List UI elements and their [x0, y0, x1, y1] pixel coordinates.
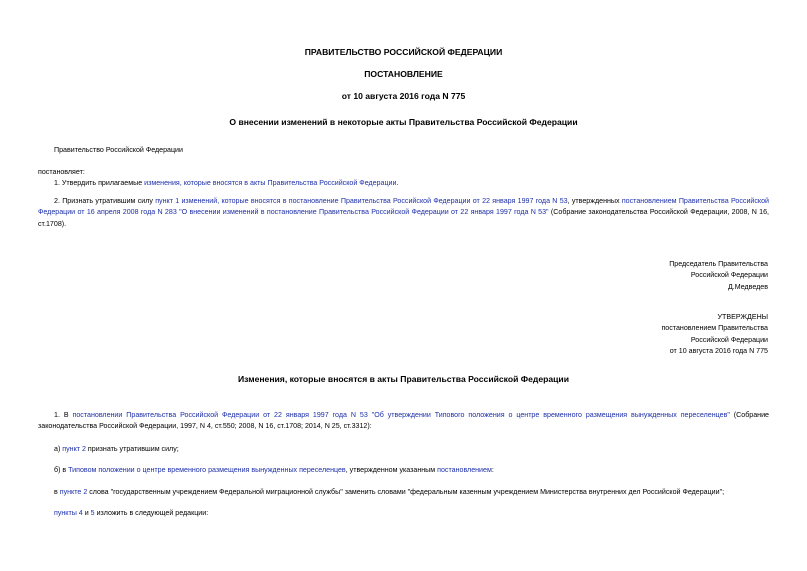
approval-line-2: постановлением Правительства	[661, 324, 768, 333]
sub-item-c-suffix: слова "государственным учреждением Федеральной миграционной службы" заменить словами "федеральным казенным учреждением Министерства внутренних дел Российской Федерации";	[87, 488, 725, 496]
item-2-prefix: 2. Признать утратившим силу	[54, 197, 156, 205]
sub-item-b-prefix: б) в	[54, 466, 69, 474]
sub-item-a-link[interactable]: пункт 2	[62, 445, 86, 453]
sub-item-d-link-2[interactable]: 5	[90, 509, 95, 517]
item-2-link-2[interactable]: постановлением Правительства Российской Федерации от 16 апреля 2008 года N 283 "О внесении изменений в постановление Правительства Российской Федерации от 22 января 1997 года N 53"	[38, 197, 770, 217]
document-subject: О внесении изменений в некоторые акты Правительства Российской Федерации	[229, 117, 578, 127]
signature-line-1: Председатель Правительства	[669, 260, 768, 268]
change-1-link[interactable]: постановлении Правительства Российской Федерации от 22 января 1997 года N 53 "Об утверждении Типового положения о центре временного размещения вынужденных переселенцев"	[72, 411, 730, 419]
item-2	[38, 196, 769, 230]
item-1-prefix: 1. Утвердить прилагаемые	[54, 179, 145, 187]
sub-item-b-link-1[interactable]: Типовом положении о центре временного размещения вынужденных переселенцев	[68, 466, 346, 474]
item-2-link-1[interactable]: пункт 1 изменений, которые вносятся в постановление Правительства Российской Федерации от 22 января 1997 года N 53	[155, 197, 568, 205]
preamble-line-1: Правительство Российской Федерации	[54, 146, 183, 154]
sub-item-b-middle: , утвержденном указанным	[345, 466, 438, 474]
change-1-suffix: (Собрание законодательства Российской Федерации, 1997, N 4, ст.550; 2008, N 16, ст.1708; 2014, N 25, ст.3312):	[38, 411, 769, 431]
sub-item-d-suffix: изложить в следующей редакции:	[94, 509, 209, 517]
changes-title: Изменения, которые вносятся в акты Правительства Российской Федерации	[237, 374, 569, 384]
change-1	[38, 410, 769, 433]
change-1-prefix: 1. В	[54, 411, 73, 419]
approval-line-1: УТВЕРЖДЕНЫ	[717, 313, 768, 321]
approval-line-3: Российской Федерации	[690, 335, 768, 344]
sub-item-a-suffix: признать утратившим силу;	[85, 445, 179, 453]
item-1	[54, 178, 398, 188]
preamble-line-2: постановляет:	[38, 168, 85, 176]
sub-item-c-prefix: в	[54, 488, 60, 496]
document-date-number: от 10 августа 2016 года N 775	[341, 91, 466, 101]
document-type: ПОСТАНОВЛЕНИЕ	[364, 69, 443, 79]
sub-item-a	[54, 444, 179, 454]
item-1-link[interactable]: изменения, которые вносятся в акты Правительства Российской Федерации	[144, 179, 397, 187]
sub-item-a-prefix: а)	[54, 445, 63, 453]
sub-item-c	[54, 487, 724, 497]
item-1-suffix: .	[396, 179, 399, 187]
item-2-suffix: (Собрание законодательства Российской Федерации, 2008, N 16, ст.1708).	[38, 208, 769, 228]
approval-line-4: от 10 августа 2016 года N 775	[669, 347, 768, 356]
sub-item-d-middle: и	[82, 509, 91, 517]
sub-item-c-link[interactable]: пункте 2	[59, 488, 88, 496]
government-heading: ПРАВИТЕЛЬСТВО РОССИЙСКОЙ ФЕДЕРАЦИИ	[304, 47, 503, 57]
approval-block	[661, 312, 768, 358]
signature-name: Д.Медведев	[727, 282, 768, 291]
sub-item-d-link-1[interactable]: пункты 4	[54, 509, 83, 517]
signature-line-2: Российской Федерации	[690, 271, 768, 280]
sub-item-d	[54, 508, 208, 518]
sub-item-b	[54, 465, 494, 475]
sub-item-b-link-2[interactable]: постановлением	[437, 466, 492, 474]
sub-item-b-suffix: :	[491, 466, 494, 474]
signature-block	[669, 259, 768, 293]
item-2-middle: , утвержденных	[567, 197, 622, 205]
